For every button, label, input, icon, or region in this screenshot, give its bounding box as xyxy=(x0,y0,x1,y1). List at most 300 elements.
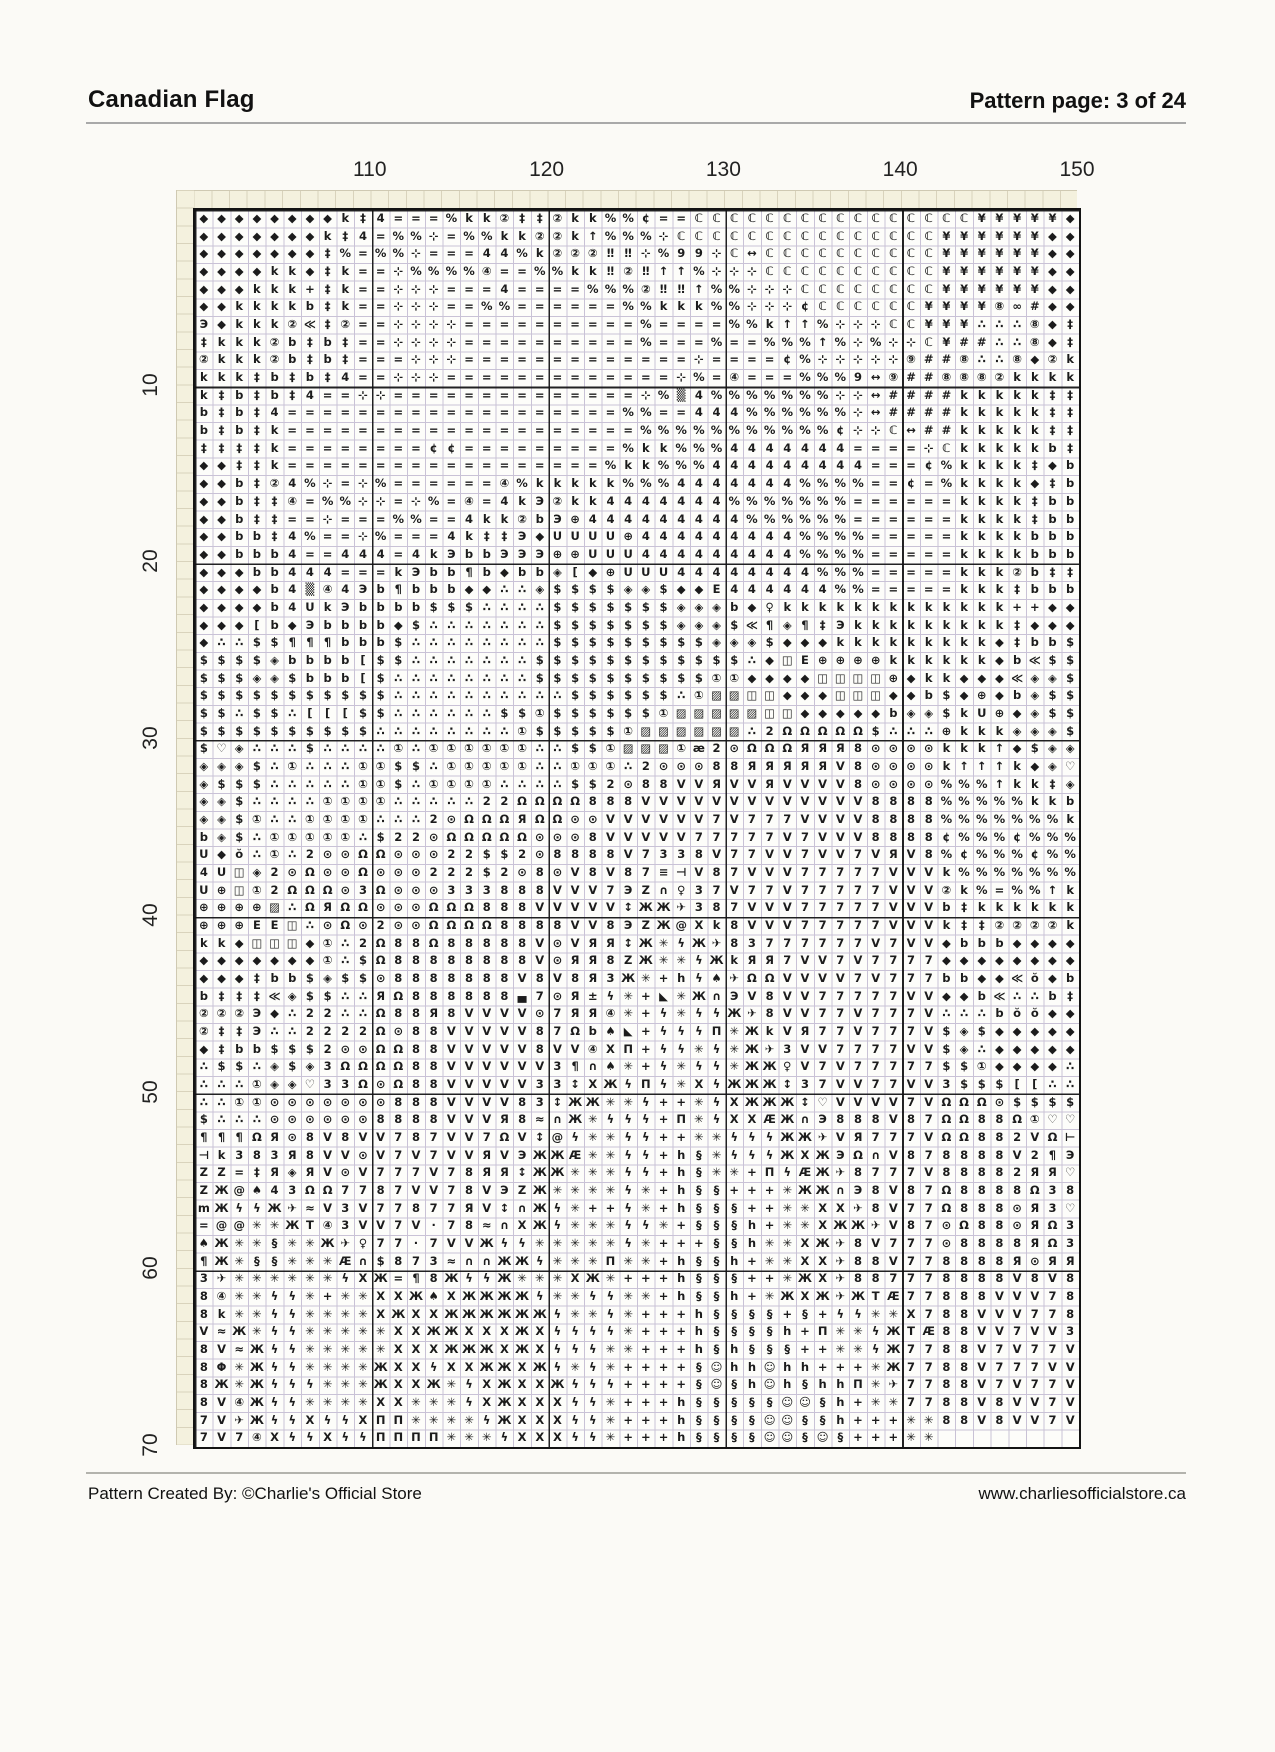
grid-cell: $ xyxy=(270,688,279,703)
grid-cell: ◆ xyxy=(747,670,757,685)
grid-cell: ∴ xyxy=(252,847,261,862)
grid-cell: ↑ xyxy=(994,741,1005,756)
grid-cell: = xyxy=(888,511,899,526)
grid-cell: Ω xyxy=(375,935,386,950)
grid-cell: % xyxy=(427,264,440,279)
grid-cell: 7 xyxy=(553,1006,562,1021)
grid-cell: Я xyxy=(818,758,828,773)
grid-cell: ✳ xyxy=(570,1289,580,1304)
grid-cell: Ω xyxy=(358,847,368,862)
grid-cell: ∴ xyxy=(411,652,420,667)
grid-cell: Ж xyxy=(532,1359,547,1374)
grid-cell: V xyxy=(924,1041,934,1056)
grid-cell: % xyxy=(1046,829,1059,844)
grid-cell: Я xyxy=(588,1006,598,1021)
grid-cell: ∴ xyxy=(447,723,456,738)
grid-cell: b xyxy=(376,582,385,597)
grid-cell: ◆ xyxy=(800,670,810,685)
grid-cell: 7 xyxy=(730,829,739,844)
grid-cell: ⊹ xyxy=(853,317,863,332)
grid-cell: % xyxy=(480,299,493,314)
grid-cell: + xyxy=(747,1253,757,1268)
grid-cell: ⊹ xyxy=(711,264,722,279)
grid-cell: k xyxy=(270,440,279,455)
grid-cell: 8 xyxy=(712,758,721,773)
grid-cell: b xyxy=(1066,546,1075,561)
grid-cell: ◆ xyxy=(234,617,244,632)
grid-cell: X xyxy=(517,1359,527,1374)
grid-cell: ℂ xyxy=(924,228,933,243)
grid-cell: 4 xyxy=(783,476,792,491)
grid-cell: ∴ xyxy=(500,670,509,685)
grid-cell: b xyxy=(270,370,279,385)
grid-cell: 8 xyxy=(465,953,474,968)
grid-cell: ✳ xyxy=(729,1041,740,1056)
grid-cell: ✳ xyxy=(641,1200,651,1215)
grid-cell: ⊙ xyxy=(411,900,421,915)
grid-cell: Ж xyxy=(797,1130,812,1145)
grid-cell: 8 xyxy=(394,1094,403,1109)
grid-cell: ✳ xyxy=(305,1324,315,1339)
grid-cell: 2 xyxy=(465,847,474,862)
grid-cell: b xyxy=(429,564,438,579)
grid-cell: % xyxy=(640,334,652,349)
grid-cell: V xyxy=(517,1059,527,1074)
grid-cell: V xyxy=(871,935,881,950)
grid-cell: ↑ xyxy=(800,317,810,332)
grid-cell: k xyxy=(995,511,1004,526)
grid-cell: § xyxy=(713,1412,720,1427)
grid-cell: k xyxy=(924,652,933,667)
grid-cell: X xyxy=(393,1289,403,1304)
grid-cell: ⊹ xyxy=(853,334,863,349)
grid-cell: ① xyxy=(464,758,474,773)
grid-cell: ✳ xyxy=(623,1306,633,1321)
grid-cell: 8 xyxy=(411,1200,420,1215)
grid-cell: 4 xyxy=(341,546,350,561)
grid-cell: ϟ xyxy=(553,1359,562,1374)
grid-cell: ① xyxy=(481,741,492,756)
grid-cell: ∴ xyxy=(1013,317,1022,332)
grid-cell: = xyxy=(411,458,421,473)
grid-cell: ¢ xyxy=(1030,847,1039,862)
grid-cell: ∴ xyxy=(288,847,297,862)
grid-cell: 8 xyxy=(960,1412,969,1427)
grid-cell: ✳ xyxy=(587,1218,598,1233)
grid-cell: ⊹ xyxy=(853,352,863,367)
grid-cell: $ xyxy=(571,617,580,632)
grid-cell: % xyxy=(834,529,847,544)
grid-cell: ℂ xyxy=(694,211,704,226)
grid-cell: ∴ xyxy=(482,599,491,614)
grid-cell: 8 xyxy=(907,811,916,826)
grid-cell: X xyxy=(482,1324,492,1339)
grid-cell: ✳ xyxy=(694,1041,704,1056)
grid-cell: ✳ xyxy=(853,1342,863,1357)
grid-cell: ⊙ xyxy=(340,1165,351,1180)
grid-cell: ∴ xyxy=(1066,1059,1075,1074)
grid-cell: 8 xyxy=(624,864,633,879)
grid-cell: k xyxy=(942,917,951,932)
grid-cell: ④ xyxy=(605,1006,616,1021)
grid-cell: % xyxy=(816,387,829,402)
grid-cell: ¢ xyxy=(641,211,650,226)
grid-cell: 4 xyxy=(500,281,509,296)
grid-cell: Π xyxy=(623,1041,633,1056)
grid-cell: $ xyxy=(199,741,208,756)
grid-cell: ⊹ xyxy=(676,370,687,385)
grid-cell: $ xyxy=(252,688,261,703)
grid-cell: k xyxy=(995,529,1004,544)
grid-cell: ‼ xyxy=(659,281,668,296)
grid-cell: 2 xyxy=(1013,1165,1022,1180)
grid-cell: + xyxy=(853,1359,863,1374)
grid-cell: ✳ xyxy=(340,1324,351,1339)
grid-cell: 8 xyxy=(853,776,862,791)
grid-cell: 4 xyxy=(712,476,721,491)
grid-cell: $ xyxy=(571,582,580,597)
grid-cell: 7 xyxy=(907,1059,916,1074)
grid-cell: ✳ xyxy=(587,1165,598,1180)
grid-cell: ℂ xyxy=(836,281,845,296)
grid-cell: = xyxy=(870,529,881,544)
grid-cell: § xyxy=(749,1412,755,1427)
grid-cell: % xyxy=(799,352,811,367)
grid-cell: 7 xyxy=(1013,1324,1022,1339)
grid-cell: ✳ xyxy=(587,1183,598,1198)
grid-cell: ϟ xyxy=(482,1271,491,1286)
grid-cell: k xyxy=(1013,493,1021,508)
grid-cell: ◆ xyxy=(1065,935,1075,950)
grid-cell: k xyxy=(977,440,986,455)
grid-cell: ⊹ xyxy=(393,264,404,279)
grid-cell: 8 xyxy=(535,917,544,932)
grid-cell: ∴ xyxy=(500,776,509,791)
grid-cell: ② xyxy=(587,246,598,261)
grid-cell: ② xyxy=(1029,917,1040,932)
grid-cell: ϟ xyxy=(429,1359,438,1374)
grid-cell: ♠ xyxy=(251,1183,263,1198)
grid-cell: ◆ xyxy=(1012,741,1022,756)
grid-cell: ✳ xyxy=(446,1430,457,1445)
grid-cell: X xyxy=(835,1200,845,1215)
grid-cell: ∴ xyxy=(270,776,279,791)
grid-cell: + xyxy=(747,1183,757,1198)
grid-cell: 7 xyxy=(995,1377,1004,1392)
grid-cell: 7 xyxy=(800,900,809,915)
grid-cell: ↕ xyxy=(623,935,633,950)
grid-cell: 7 xyxy=(712,811,721,826)
grid-cell: Ω xyxy=(534,794,545,809)
grid-cell: $ xyxy=(217,705,226,720)
grid-cell: ϟ xyxy=(588,1430,597,1445)
grid-cell: k xyxy=(995,617,1004,632)
grid-cell: 4 xyxy=(677,476,686,491)
grid-cell: = xyxy=(358,405,368,420)
grid-cell: 7 xyxy=(394,1200,403,1215)
grid-cell: = xyxy=(499,387,510,402)
grid-cell: ⊹ xyxy=(411,299,421,314)
grid-cell: ∴ xyxy=(553,776,562,791)
grid-cell: = xyxy=(446,299,457,314)
grid-cell: h xyxy=(694,1324,703,1339)
grid-cell: % xyxy=(993,864,1006,879)
grid-cell: b xyxy=(235,476,244,491)
grid-cell: Э xyxy=(411,564,421,579)
grid-cell: Э xyxy=(836,617,845,632)
grid-cell: + xyxy=(764,1218,775,1233)
grid-cell: = xyxy=(322,529,333,544)
grid-cell: ◫ xyxy=(764,688,776,703)
grid-cell: ② xyxy=(570,246,580,261)
grid-cell: 8 xyxy=(518,1112,527,1127)
grid-cell: k xyxy=(217,1306,226,1321)
grid-cell: 7 xyxy=(871,1165,880,1180)
grid-cell: 7 xyxy=(747,847,756,862)
grid-cell: Z xyxy=(641,917,650,932)
grid-cell: k xyxy=(288,281,297,296)
grid-cell: 4 xyxy=(694,387,703,402)
grid-cell: Ж xyxy=(497,1253,512,1268)
grid-cell: ∩ xyxy=(588,1059,598,1074)
grid-cell: ✳ xyxy=(605,1218,616,1233)
grid-cell: k xyxy=(253,299,261,314)
grid-cell: % xyxy=(834,493,847,508)
grid-cell: = xyxy=(446,476,457,491)
grid-cell: 3 xyxy=(358,882,367,897)
grid-cell: V xyxy=(818,847,828,862)
grid-cell: ∴ xyxy=(235,1077,244,1091)
grid-cell: ◆ xyxy=(199,970,209,985)
grid-cell: % xyxy=(799,476,811,491)
grid-cell: ↔ xyxy=(906,423,916,438)
grid-cell: ‡ xyxy=(1031,458,1038,473)
grid-cell: Ж xyxy=(515,1342,530,1357)
grid-cell: 7 xyxy=(747,829,756,844)
grid-cell: V xyxy=(924,882,934,897)
grid-cell: ◫ xyxy=(269,935,280,950)
grid-cell: k xyxy=(235,352,244,367)
grid-cell: ◈ xyxy=(199,794,209,809)
grid-cell: ϟ xyxy=(588,1342,597,1357)
grid-cell: V xyxy=(217,1430,226,1445)
grid-cell: = xyxy=(853,493,863,508)
grid-cell: 4 xyxy=(818,440,827,455)
grid-cell: k xyxy=(960,599,968,614)
grid-cell: Ж xyxy=(461,1306,477,1321)
grid-cell: ‡ xyxy=(1067,440,1074,455)
grid-cell: ◆ xyxy=(1065,246,1075,261)
grid-cell: 7 xyxy=(394,1236,403,1251)
grid-cell: % xyxy=(816,564,829,579)
grid-cell: b xyxy=(1066,511,1075,526)
grid-cell: ◆ xyxy=(765,652,775,667)
grid-cell: V xyxy=(570,864,580,879)
grid-cell: ‡ xyxy=(218,1041,225,1056)
grid-cell: $ xyxy=(641,688,650,703)
grid-cell: 4 xyxy=(730,546,739,561)
grid-cell: V xyxy=(446,1059,456,1074)
grid-cell: b xyxy=(482,564,491,579)
grid-cell: Ω xyxy=(835,723,846,738)
grid-cell: + xyxy=(641,1412,651,1427)
grid-cell: ∴ xyxy=(500,599,509,614)
grid-cell: X xyxy=(818,1271,828,1286)
grid-cell: ℂ xyxy=(924,246,933,261)
grid-cell: 8 xyxy=(960,1147,969,1162)
grid-cell: = xyxy=(464,476,474,491)
grid-cell: 7 xyxy=(853,882,862,897)
grid-cell: 4 xyxy=(376,546,385,561)
grid-cell: + xyxy=(641,1430,651,1445)
grid-cell: = xyxy=(481,370,492,385)
grid-cell: 8 xyxy=(871,1183,880,1198)
grid-cell: 4 xyxy=(641,511,650,526)
grid-cell: ◆ xyxy=(835,705,845,720)
grid-cell: % xyxy=(940,476,953,491)
grid-cell: ◆ xyxy=(217,564,226,579)
grid-cell: ✳ xyxy=(923,1412,934,1427)
grid-cell: ‡ xyxy=(819,617,826,632)
grid-cell: V xyxy=(446,1077,456,1091)
grid-cell: ◆ xyxy=(1048,264,1057,279)
grid-cell: $ xyxy=(588,723,597,738)
grid-cell: ① xyxy=(269,847,280,862)
grid-cell: 4 xyxy=(500,246,509,261)
grid-cell: ◈ xyxy=(287,1165,297,1180)
grid-cell: = xyxy=(464,246,474,261)
grid-cell: ♡ xyxy=(216,741,227,756)
grid-cell: ✳ xyxy=(782,1218,793,1233)
grid-cell: V xyxy=(606,900,615,915)
grid-cell: ∴ xyxy=(429,794,438,809)
grid-cell: V xyxy=(517,1023,527,1038)
grid-cell: 7 xyxy=(907,1200,916,1215)
grid-cell: ∴ xyxy=(394,705,403,720)
grid-cell: k xyxy=(924,599,933,614)
grid-cell: V xyxy=(446,1147,456,1162)
grid-cell: ϟ xyxy=(624,1218,632,1233)
grid-cell: [ xyxy=(254,617,260,632)
grid-cell: b xyxy=(341,652,350,667)
grid-cell: ♡ xyxy=(817,1094,828,1109)
grid-cell: ∴ xyxy=(288,776,297,791)
grid-cell: ↑ xyxy=(587,228,598,243)
grid-cell: Я xyxy=(835,741,845,756)
grid-cell: ⊙ xyxy=(888,741,899,756)
grid-cell: b xyxy=(942,900,951,915)
grid-cell: Ж xyxy=(709,953,724,968)
grid-cell: 8 xyxy=(871,1271,880,1286)
grid-cell: 8 xyxy=(588,829,597,844)
grid-cell: + xyxy=(870,1430,881,1445)
grid-cell: k xyxy=(253,352,261,367)
grid-cell: ① xyxy=(711,670,722,685)
grid-cell: ♡ xyxy=(1065,1112,1076,1127)
grid-cell: = xyxy=(375,352,386,367)
grid-cell: % xyxy=(834,476,847,491)
grid-cell: ✳ xyxy=(570,1306,580,1321)
grid-cell: Ω xyxy=(375,1059,386,1074)
grid-cell: 7 xyxy=(535,988,544,1003)
grid-cell: k xyxy=(960,723,968,738)
grid-cell: V xyxy=(199,1324,209,1339)
grid-cell: ϟ xyxy=(695,1023,703,1038)
grid-cell: 7 xyxy=(853,1059,862,1074)
grid-cell: ◆ xyxy=(199,564,209,579)
grid-cell: ϟ xyxy=(571,1430,579,1445)
grid-cell: 8 xyxy=(535,970,544,985)
grid-cell: ∴ xyxy=(960,1006,969,1021)
grid-cell: 7 xyxy=(853,847,862,862)
grid-cell: ∴ xyxy=(518,582,527,597)
row-number-label: 60 xyxy=(139,1256,162,1281)
header-divider xyxy=(86,122,1186,124)
grid-cell: ◆ xyxy=(234,935,244,950)
grid-cell: X xyxy=(358,1271,368,1286)
grid-cell: k xyxy=(765,1023,774,1038)
grid-cell: 8 xyxy=(252,1147,261,1162)
grid-cell: ⊙ xyxy=(923,741,934,756)
grid-cell: $ xyxy=(624,652,633,667)
grid-cell: V xyxy=(340,1147,350,1162)
grid-cell: ④ xyxy=(499,476,510,491)
grid-cell: b xyxy=(252,1041,261,1056)
grid-cell: ϟ xyxy=(341,1430,350,1445)
grid-cell: Э xyxy=(199,317,209,332)
grid-cell: ∴ xyxy=(270,1023,279,1038)
grid-cell: $ xyxy=(659,582,668,597)
grid-cell: ϟ xyxy=(642,1165,650,1180)
grid-cell: Ж xyxy=(373,1359,388,1374)
grid-cell: ⊕ xyxy=(817,652,828,667)
grid-cell: ② xyxy=(269,352,280,367)
grid-cell: Ж xyxy=(638,953,653,968)
grid-cell: Ж xyxy=(532,1147,547,1162)
grid-cell: $ xyxy=(358,723,367,738)
grid-cell: ✳ xyxy=(870,1377,881,1392)
grid-cell: ¥ xyxy=(1030,228,1039,243)
grid-cell: + xyxy=(747,1200,757,1215)
grid-cell: $ xyxy=(606,652,615,667)
grid-cell: ϟ xyxy=(571,1324,579,1339)
grid-cell: = xyxy=(499,352,510,367)
grid-cell: ☺ xyxy=(763,1412,776,1427)
grid-cell: % xyxy=(463,264,475,279)
grid-cell: ◆ xyxy=(818,688,828,703)
grid-cell: 7 xyxy=(836,900,845,915)
grid-cell: b xyxy=(1066,529,1075,544)
grid-cell: ϟ xyxy=(270,1324,279,1339)
grid-cell: ✳ xyxy=(623,1253,633,1268)
grid-cell: ① xyxy=(517,723,527,738)
grid-cell: Φ xyxy=(216,1359,227,1374)
grid-cell: Π xyxy=(676,1112,686,1127)
grid-cell: $ xyxy=(199,688,208,703)
grid-cell: X xyxy=(800,1253,810,1268)
grid-cell: V xyxy=(924,935,934,950)
grid-cell: 4 xyxy=(765,529,774,544)
grid-cell: ∴ xyxy=(270,811,279,826)
grid-cell: + xyxy=(676,1377,687,1392)
grid-cell: ⊙ xyxy=(1012,1218,1022,1233)
grid-cell: % xyxy=(799,529,811,544)
grid-cell: ⊕ xyxy=(216,917,227,932)
grid-cell: V xyxy=(1012,1342,1022,1357)
grid-cell: % xyxy=(799,334,811,349)
grid-cell: 3 xyxy=(1066,1218,1075,1233)
grid-cell: 7 xyxy=(641,864,650,879)
